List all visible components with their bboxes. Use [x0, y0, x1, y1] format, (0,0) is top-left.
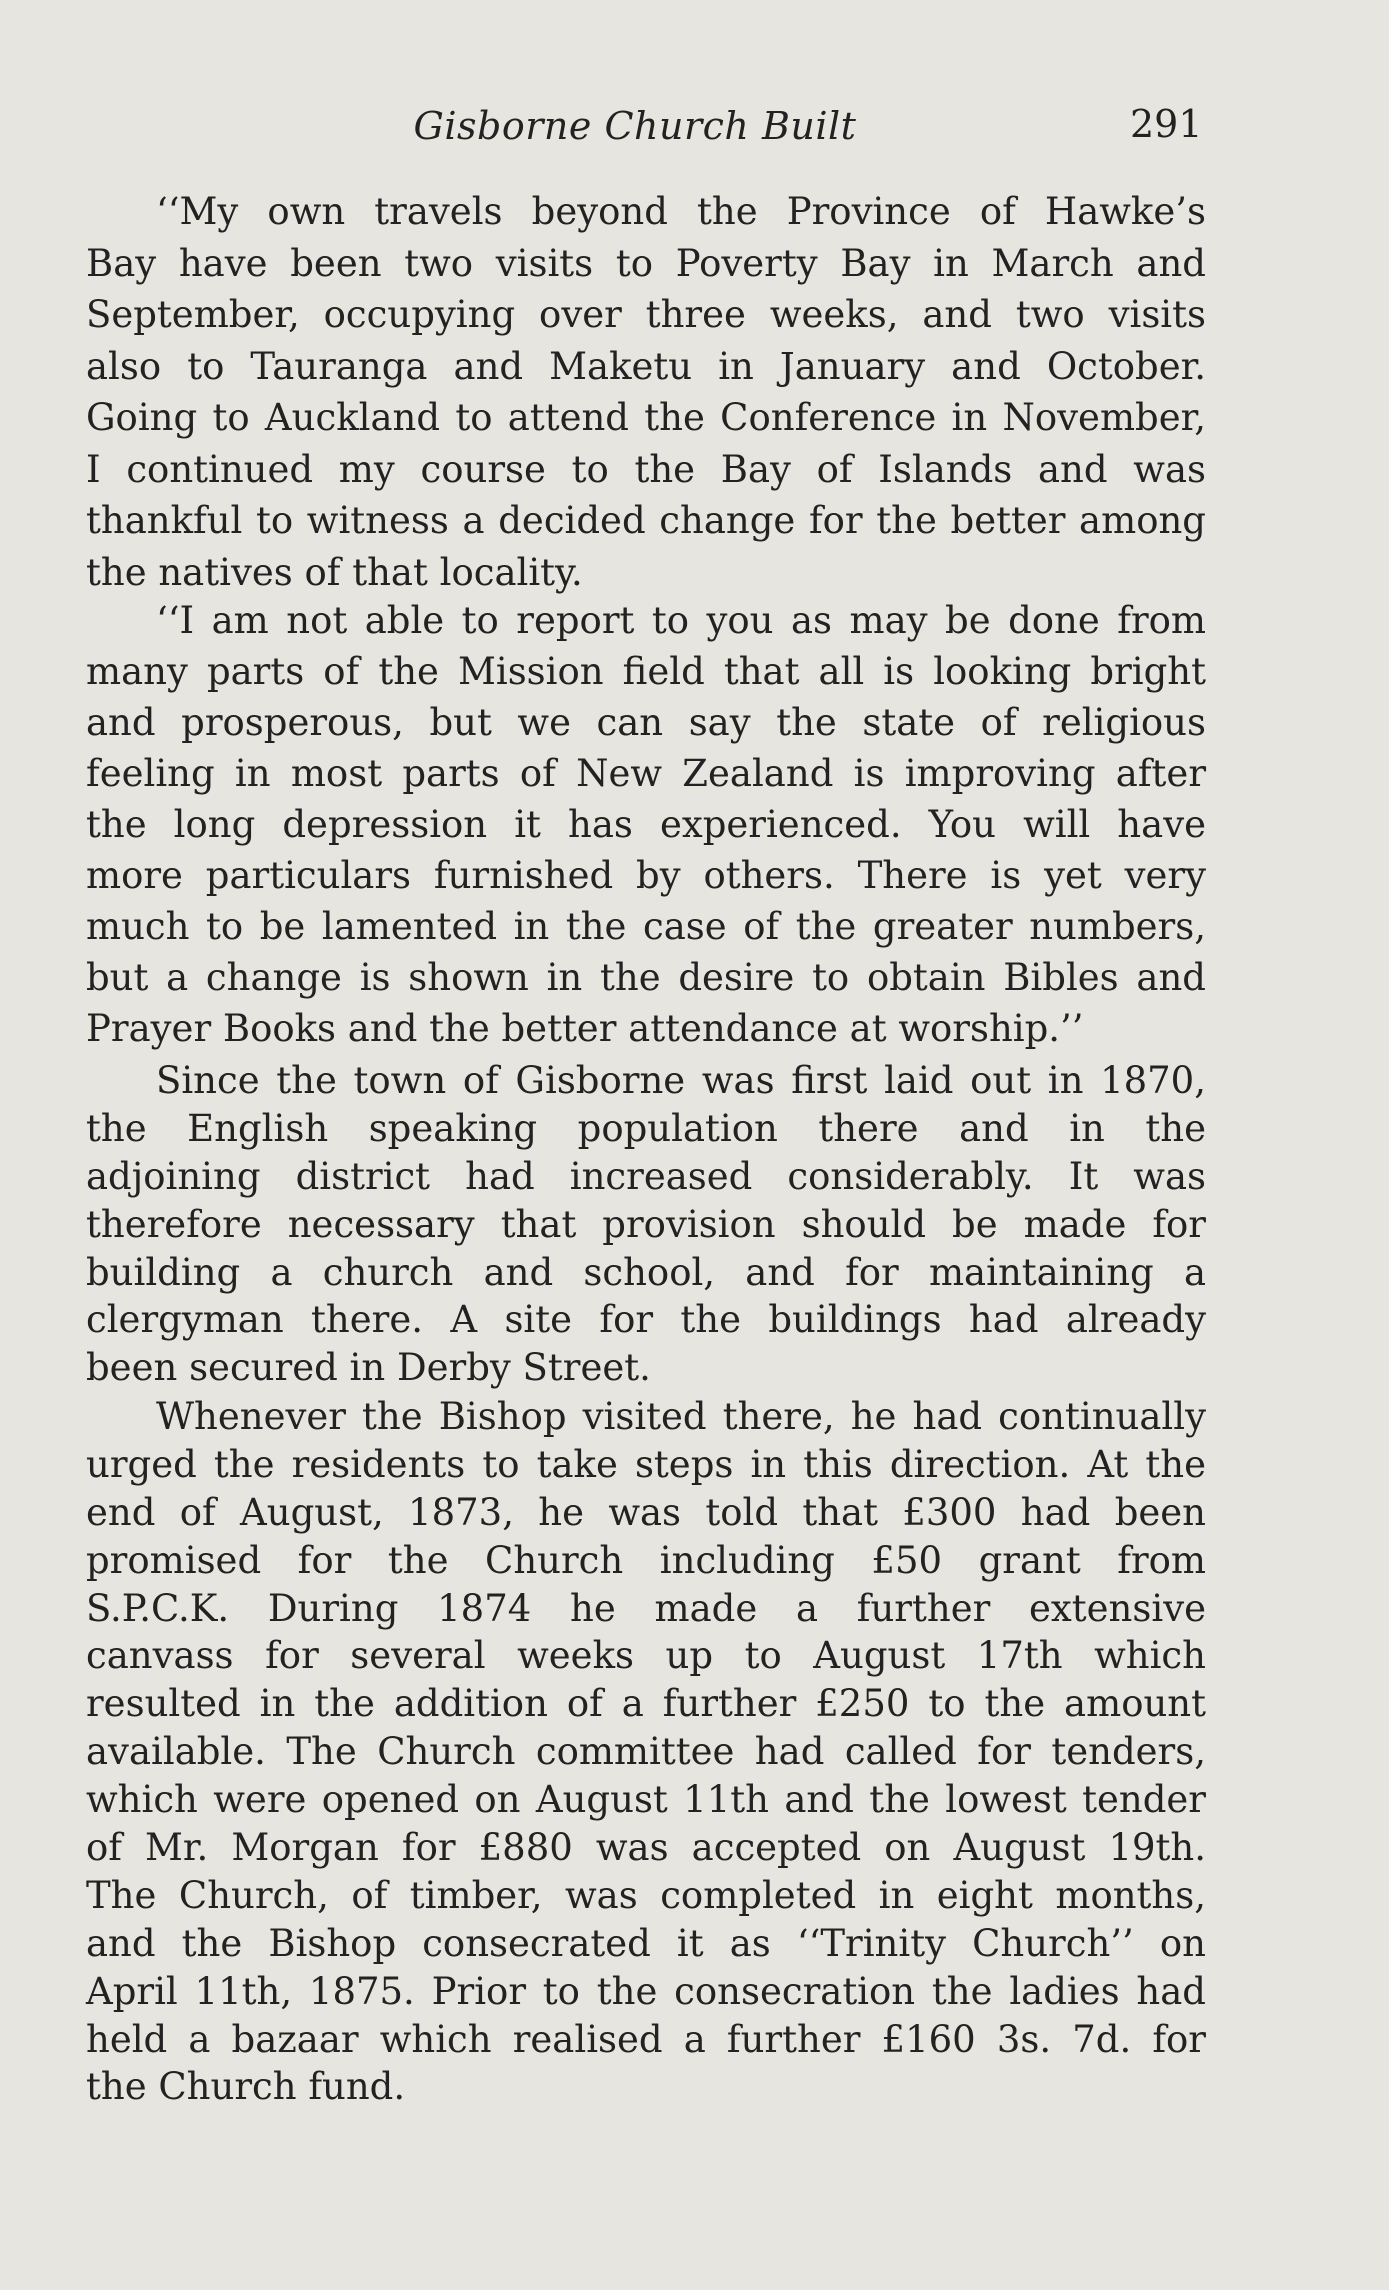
text-line: much to be lamented in the case of the greater numbers, — [86, 905, 1206, 948]
text-line: ‘‘My own travels beyond the Province of Hawke’s — [156, 190, 1206, 233]
text-line: April 11th, 1875. Prior to the consecration the ladies had — [86, 1969, 1206, 2013]
paragraph — [86, 595, 1206, 1054]
text-line: the English speaking population there and in the — [86, 1106, 1206, 1150]
text-line: and the Bishop consecrated it as ‘‘Trinity Church’’ on — [86, 1921, 1206, 1965]
text-line: I continued my course to the Bay of Islands and was — [86, 447, 1206, 491]
text-line: Bay have been two visits to Poverty Bay in March and — [86, 241, 1206, 285]
text-line: the long depression it has experienced. You will have — [86, 803, 1206, 846]
text-line: promised for the Church including £50 grant from — [86, 1538, 1206, 1582]
text-line: been secured in Derby Street. — [86, 1346, 651, 1390]
text-line: available. The Church committee had called for tenders, — [86, 1730, 1206, 1774]
text-line: which were opened on August 11th and the lowest tender — [86, 1778, 1206, 1822]
text-line: but a change is shown in the desire to obtain Bibles and — [86, 956, 1206, 999]
text-line: the natives of that locality. — [86, 550, 583, 594]
paragraph — [86, 186, 1206, 598]
text-line: canvass for several weeks up to August 17th which — [86, 1634, 1206, 1678]
text-line: held a bazaar which realised a further £160 3s. 7d. for — [86, 2017, 1206, 2061]
text-line: the Church fund. — [86, 2065, 406, 2109]
text-line: feeling in most parts of New Zealand is improving after — [86, 752, 1206, 795]
text-line: and prosperous, but we can say the state of religious — [86, 701, 1206, 744]
text-line: thankful to witness a decided change for the better among — [86, 499, 1206, 542]
text-line: Prayer Books and the better attendance at worship.’’ — [86, 1007, 1084, 1050]
text-line: The Church, of timber, was completed in eight months, — [86, 1873, 1206, 1917]
text-line: end of August, 1873, he was told that £300 had been — [86, 1490, 1206, 1534]
text-line: ‘‘I am not able to report to you as may be done from — [156, 599, 1206, 642]
text-line: S.P.C.K. During 1874 he made a further extensive — [86, 1586, 1206, 1630]
paragraph — [86, 1393, 1206, 2111]
text-line: clergyman there. A site for the buildings had already — [86, 1298, 1206, 1342]
running-header-title: Gisborne Church Built — [413, 104, 857, 148]
text-line: therefore necessary that provision should be made for — [86, 1202, 1206, 1246]
paragraph — [86, 1057, 1206, 1392]
text-line: more particulars furnished by others. There is yet very — [86, 854, 1206, 897]
text-line: resulted in the addition of a further £250 to the amount — [86, 1682, 1206, 1726]
text-line: of Mr. Morgan for £880 was accepted on August 19th. — [86, 1826, 1206, 1870]
text-line: Since the town of Gisborne was first laid out in 1870, — [156, 1059, 1206, 1102]
text-line: also to Tauranga and Maketu in January and October. — [86, 344, 1206, 388]
text-line: urged the residents to take steps in this direction. At the — [86, 1442, 1206, 1486]
text-line: building a church and school, and for maintaining a — [86, 1250, 1206, 1294]
text-line: Going to Auckland to attend the Conference in November, — [86, 396, 1206, 439]
text-line: September, occupying over three weeks, and two visits — [86, 293, 1206, 336]
text-line: adjoining district had increased considerably. It was — [86, 1154, 1206, 1198]
page-number: 291 — [1130, 102, 1203, 146]
text-line: many parts of the Mission field that all is looking bright — [86, 650, 1206, 693]
text-line: Whenever the Bishop visited there, he had continually — [156, 1395, 1206, 1438]
